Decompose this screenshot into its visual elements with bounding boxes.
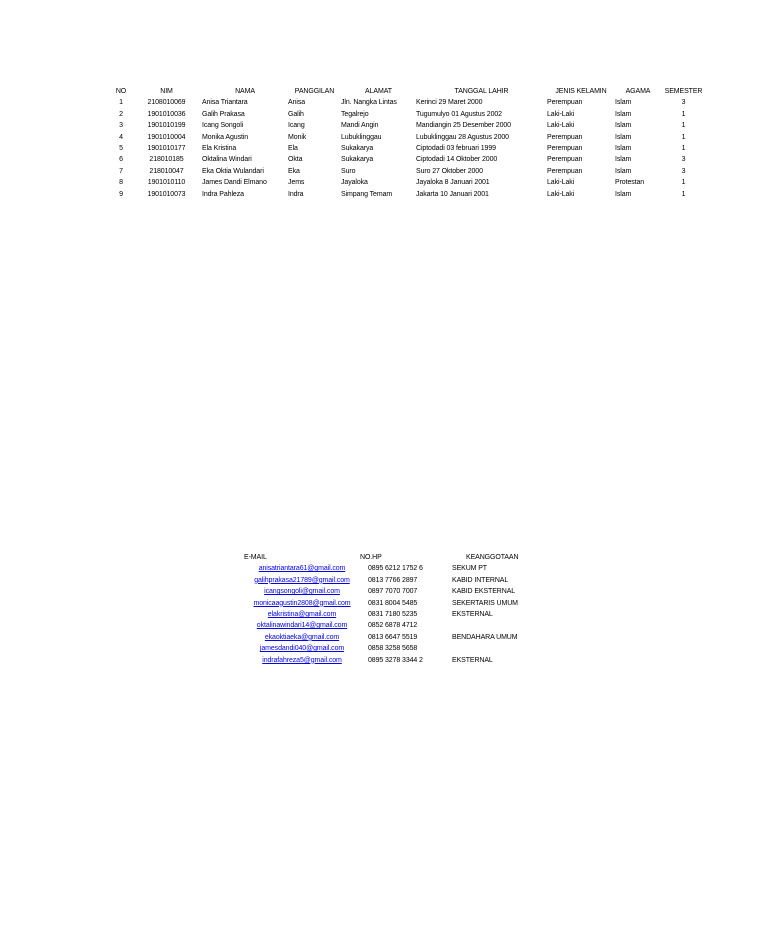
cell-agama: Islam — [615, 122, 632, 130]
cell-jenis-kelamin: Laki-Laki — [547, 122, 575, 130]
cell-alamat: Jln. Nangka Lintas — [341, 99, 397, 107]
table-row — [244, 609, 566, 620]
cell-no-hp: 0897 7070 7007 — [368, 588, 418, 596]
cell-keanggotaan — [452, 620, 566, 631]
cell-jenis-kelamin: Perempuan — [547, 133, 583, 141]
table-row — [244, 620, 566, 631]
cell-alamat: Sukakarya — [341, 156, 374, 164]
cell-alamat: Suro — [341, 167, 356, 175]
cell-agama: Islam — [615, 99, 632, 107]
cell-no-hp: 0895 3278 3344 2 — [368, 656, 423, 664]
cell-panggilan: Galih — [288, 110, 304, 118]
cell-agama: Protestan — [615, 179, 645, 187]
cell-jenis-kelamin: Perempuan — [547, 156, 583, 164]
cell-no: 9 — [119, 190, 123, 198]
cell-no: 3 — [119, 122, 123, 130]
header-tanggal-lahir: TANGGAL LAHIR — [454, 88, 509, 95]
cell-no-hp: 0813 7766 2897 — [368, 576, 418, 584]
cell-nama: Oktalina Windari — [202, 156, 252, 164]
cell-no: 4 — [119, 133, 123, 141]
cell-no: 7 — [119, 167, 123, 175]
cell-keanggotaan: SEKUM PT — [452, 565, 487, 573]
table-row — [111, 166, 706, 177]
student-data-table — [111, 86, 706, 200]
cell-agama: Islam — [615, 190, 632, 198]
cell-semester: 1 — [681, 190, 686, 198]
table-row — [244, 598, 566, 609]
header-keanggotaan: KEANGGOTAAN — [466, 554, 519, 561]
cell-nama: Indra Pahleza — [202, 190, 244, 198]
cell-keanggotaan: EKSTERNAL — [452, 611, 493, 619]
cell-alamat: Jayaloka — [341, 179, 368, 187]
cell-no: 6 — [119, 156, 123, 164]
email-link[interactable]: galihprakasa21789@gmail.com — [254, 576, 350, 584]
cell-no-hp: 0831 8004 5485 — [368, 599, 418, 607]
cell-agama: Islam — [615, 133, 632, 141]
header-nama: NAMA — [235, 88, 255, 95]
cell-semester: 1 — [681, 179, 686, 187]
cell-no: 8 — [119, 179, 123, 187]
cell-jenis-kelamin: Laki-Laki — [547, 190, 575, 198]
table-row — [111, 97, 706, 108]
cell-semester: 1 — [681, 122, 686, 130]
cell-nim: 218010047 — [149, 167, 184, 175]
email-link[interactable]: monicaagustin2808@gmail.com — [253, 599, 351, 607]
cell-agama: Islam — [615, 167, 632, 175]
cell-nim: 1901010073 — [147, 190, 186, 198]
contact-table-header-row — [244, 552, 566, 563]
cell-tanggal-lahir: Tugumulyo 01 Agustus 2002 — [416, 110, 502, 118]
cell-no-hp: 0858 3258 5658 — [368, 645, 418, 653]
cell-no: 1 — [119, 99, 123, 107]
cell-semester: 1 — [681, 145, 686, 153]
email-link[interactable]: indrafahreza5@gmail.com — [262, 656, 342, 664]
email-link[interactable]: elakristina@gmail.com — [267, 611, 337, 619]
cell-tanggal-lahir: Suro 27 Oktober 2000 — [416, 167, 483, 175]
cell-semester: 1 — [681, 110, 686, 118]
email-link[interactable]: jamesdandi040@gmail.com — [259, 645, 345, 653]
cell-panggilan: Indra — [288, 190, 304, 198]
cell-nama: Eka Oktia Wulandari — [202, 167, 264, 175]
cell-tanggal-lahir: Ciptodadi 14 Oktober 2000 — [416, 156, 498, 164]
cell-alamat: Lubuklinggau — [341, 133, 382, 141]
cell-panggilan: Okta — [288, 156, 303, 164]
cell-nim: 1901010177 — [147, 145, 186, 153]
cell-nama: Galih Prakasa — [202, 110, 245, 118]
cell-semester: 3 — [681, 99, 686, 107]
table-row — [244, 586, 566, 597]
cell-tanggal-lahir: Lubuklinggau 28 Agustus 2000 — [416, 133, 509, 141]
header-no: NO — [115, 88, 127, 95]
email-link[interactable]: icangsongoli@gmail.com — [264, 588, 340, 596]
cell-nama: Anisa Triantara — [202, 99, 248, 107]
cell-alamat: Sukakarya — [341, 145, 374, 153]
cell-alamat: Tegalrejo — [341, 110, 369, 118]
cell-agama: Islam — [615, 145, 632, 153]
cell-alamat: Mandi Angin — [341, 122, 379, 130]
table-row — [111, 132, 706, 143]
cell-tanggal-lahir: Kerinci 29 Maret 2000 — [416, 99, 483, 107]
table-row — [111, 177, 706, 188]
header-jenis-kelamin: JENIS KELAMIN — [555, 88, 607, 95]
cell-keanggotaan: EKSTERNAL — [452, 656, 493, 664]
cell-nama: Ela Kristina — [202, 145, 237, 153]
header-nim: NIM — [160, 88, 173, 95]
header-alamat: ALAMAT — [365, 88, 392, 95]
cell-agama: Islam — [615, 110, 632, 118]
cell-nama: Monika Agustin — [202, 133, 249, 141]
table-row — [244, 643, 566, 654]
cell-no-hp: 0831 7180 5235 — [368, 611, 418, 619]
cell-no: 2 — [119, 110, 123, 118]
cell-jenis-kelamin: Perempuan — [547, 145, 583, 153]
table-row — [111, 189, 706, 200]
cell-nim: 218010185 — [149, 156, 184, 164]
table-row — [111, 120, 706, 131]
table-row — [111, 154, 706, 165]
table-row — [244, 655, 566, 666]
cell-panggilan: Anisa — [288, 99, 306, 107]
header-agama: AGAMA — [625, 88, 651, 95]
cell-jenis-kelamin: Laki-Laki — [547, 110, 575, 118]
cell-panggilan: Monik — [288, 133, 307, 141]
cell-panggilan: Jems — [288, 179, 305, 187]
cell-keanggotaan: KABID EKSTERNAL — [452, 588, 516, 596]
cell-semester: 3 — [681, 167, 686, 175]
cell-no-hp: 0895 6212 1752 6 — [368, 565, 423, 573]
cell-alamat: Simpang Temam — [341, 190, 393, 198]
cell-nama: Icang Songoli — [202, 122, 244, 130]
header-semester: SEMESTER — [664, 88, 703, 95]
cell-nim: 1901010036 — [147, 110, 186, 118]
table-row — [244, 563, 566, 574]
cell-jenis-kelamin: Perempuan — [547, 99, 583, 107]
cell-keanggotaan: BENDAHARA UMUM — [452, 633, 518, 641]
cell-keanggotaan — [452, 643, 566, 654]
student-table-header-row — [111, 86, 706, 97]
header-panggilan: PANGGILAN — [294, 88, 335, 95]
table-row — [111, 143, 706, 154]
email-link[interactable]: anisatriantara61@gmail.com — [258, 565, 346, 573]
cell-jenis-kelamin: Laki-Laki — [547, 179, 575, 187]
contact-data-table — [244, 552, 566, 666]
cell-keanggotaan: SEKERTARIS UMUM — [452, 599, 518, 607]
cell-panggilan: Eka — [288, 167, 300, 175]
cell-nim: 1901010199 — [147, 122, 186, 130]
cell-keanggotaan: KABID INTERNAL — [452, 576, 509, 584]
cell-agama: Islam — [615, 156, 632, 164]
table-row — [244, 575, 566, 586]
cell-tanggal-lahir: Jakarta 10 Januari 2001 — [416, 190, 489, 198]
header-email: E-MAIL — [244, 554, 267, 561]
cell-semester: 3 — [681, 156, 686, 164]
cell-panggilan: Icang — [288, 122, 305, 130]
cell-jenis-kelamin: Perempuan — [547, 167, 583, 175]
cell-semester: 1 — [681, 133, 686, 141]
email-link[interactable]: ekaoktiaeka@gmail.com — [264, 633, 340, 641]
cell-panggilan: Ela — [288, 145, 298, 153]
cell-nim: 1901010110 — [147, 179, 186, 187]
cell-no-hp: 0813 6647 5519 — [368, 633, 418, 641]
email-link[interactable]: oktalinawindari14@gmail.com — [256, 622, 348, 630]
cell-no-hp: 0852 6878 4712 — [368, 622, 418, 630]
cell-nim: 2108010069 — [147, 99, 186, 107]
cell-tanggal-lahir: Ciptodadi 03 februari 1999 — [416, 145, 496, 153]
header-no-hp: NO.HP — [360, 554, 382, 561]
table-row — [244, 632, 566, 643]
cell-nama: James Dandi Elmano — [202, 179, 267, 187]
cell-tanggal-lahir: Jayaloka 8 Januari 2001 — [416, 179, 490, 187]
cell-tanggal-lahir: Mandiangin 25 Desember 2000 — [416, 122, 511, 130]
cell-nim: 1901010004 — [147, 133, 186, 141]
cell-no: 5 — [119, 145, 123, 153]
table-row — [111, 109, 706, 120]
